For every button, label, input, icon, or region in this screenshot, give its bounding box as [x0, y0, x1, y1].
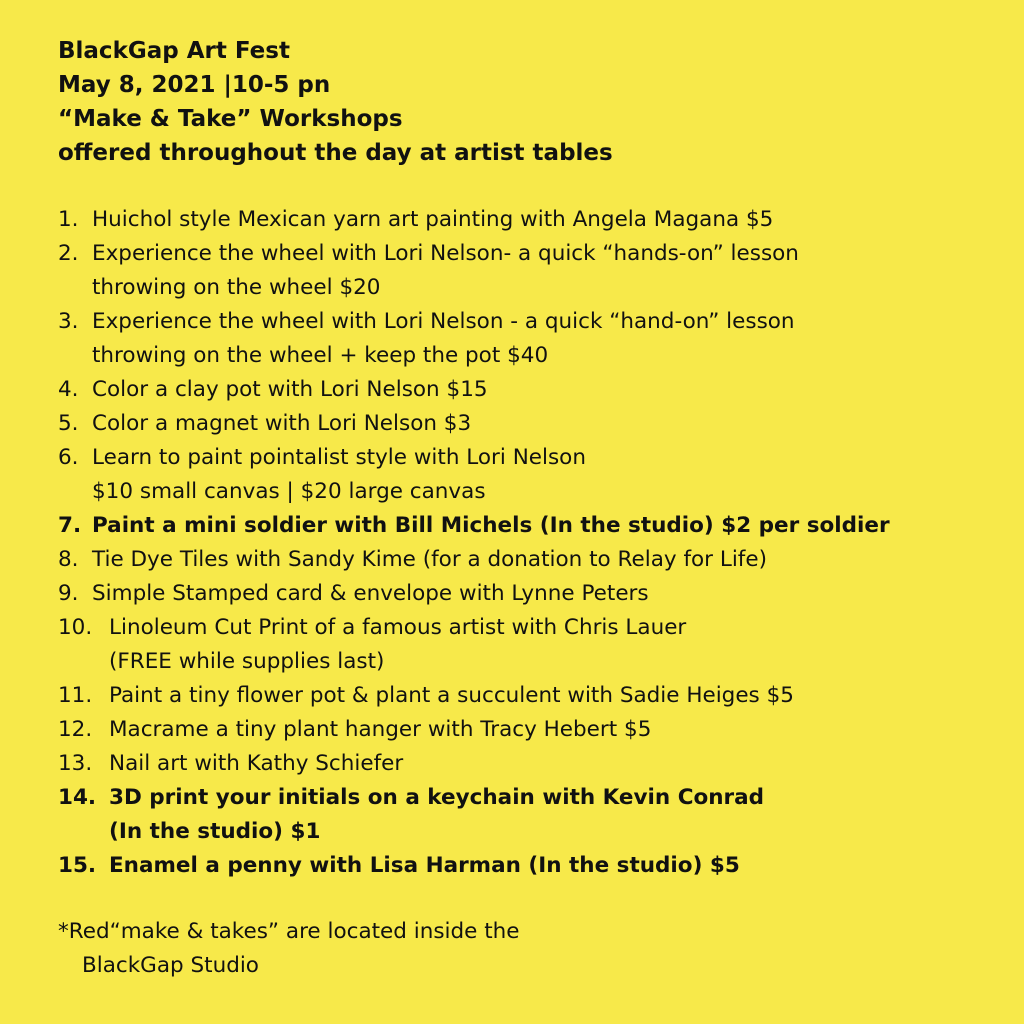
item-number: 9.: [58, 581, 79, 606]
item-text: Macrame a tiny plant hanger with Tracy Hebert $5: [109, 717, 652, 742]
item-text-continued: throwing on the wheel + keep the pot $40: [92, 343, 549, 368]
list-item-studio: [58, 509, 1008, 543]
item-number: 6.: [58, 445, 79, 470]
workshop-list: [58, 203, 1008, 883]
item-text: Color a magnet with Lori Nelson $3: [92, 411, 472, 436]
item-text: Paint a tiny flower pot & plant a succulent with Sadie Heiges $5: [109, 683, 794, 708]
header: [58, 34, 1008, 170]
item-text-continued: (FREE while supplies last): [109, 649, 385, 674]
footnote-line-continued: BlackGap Studio: [82, 953, 259, 978]
list-item: [58, 305, 1008, 373]
event-tagline: offered throughout the day at artist tables: [58, 140, 613, 166]
item-number: 10.: [58, 615, 93, 640]
item-text: Nail art with Kathy Schiefer: [109, 751, 404, 776]
item-number: 14.: [58, 785, 97, 810]
item-text: 3D print your initials on a keychain with Kevin Conrad: [109, 785, 765, 810]
list-item: [58, 713, 1008, 747]
list-item: [58, 577, 1008, 611]
item-number: 12.: [58, 717, 93, 742]
item-number: 13.: [58, 751, 93, 776]
item-text: Color a clay pot with Lori Nelson $15: [92, 377, 488, 402]
item-text: Paint a mini soldier with Bill Michels (In the studio) $2 per soldier: [92, 513, 890, 538]
item-number: 8.: [58, 547, 79, 572]
item-text: Huichol style Mexican yarn art painting with Angela Magana $5: [92, 207, 774, 232]
item-number: 5.: [58, 411, 79, 436]
event-title: BlackGap Art Fest: [58, 38, 290, 64]
item-text: Enamel a penny with Lisa Harman (In the studio) $5: [109, 853, 740, 878]
list-item: [58, 679, 1008, 713]
item-number: 2.: [58, 241, 79, 266]
item-text: Experience the wheel with Lori Nelson- a quick “hands-on” lesson: [92, 241, 799, 266]
list-item: [58, 441, 1008, 509]
item-text: Simple Stamped card & envelope with Lynne Peters: [92, 581, 649, 606]
list-item-studio: [58, 849, 1008, 883]
list-item: [58, 611, 1008, 679]
item-text: Tie Dye Tiles with Sandy Kime (for a donation to Relay for Life): [92, 547, 767, 572]
item-text: Experience the wheel with Lori Nelson - a quick “hand-on” lesson: [92, 309, 795, 334]
item-text: Learn to paint pointalist style with Lori Nelson: [92, 445, 586, 470]
event-date: May 8, 2021 |10-5 pn: [58, 72, 331, 98]
item-number: 11.: [58, 683, 93, 708]
item-text: Linoleum Cut Print of a famous artist with Chris Lauer: [109, 615, 687, 640]
list-item-studio: [58, 781, 1008, 849]
list-item: [58, 407, 1008, 441]
item-number: 4.: [58, 377, 79, 402]
item-number: 3.: [58, 309, 79, 334]
list-item: [58, 747, 1008, 781]
footnote: [58, 915, 1008, 983]
list-item: [58, 373, 1008, 407]
item-number: 1.: [58, 207, 79, 232]
flyer: [58, 34, 1008, 983]
item-text-continued: (In the studio) $1: [109, 819, 321, 844]
item-number: 15.: [58, 853, 97, 878]
footnote-line: *Red“make & takes” are located inside the: [58, 919, 520, 944]
list-item: [58, 543, 1008, 577]
item-number: 7.: [58, 513, 82, 538]
item-text-continued: $10 small canvas | $20 large canvas: [92, 479, 486, 504]
list-item: [58, 203, 1008, 237]
list-item: [58, 237, 1008, 305]
event-subtitle: “Make & Take” Workshops: [58, 106, 403, 132]
item-text-continued: throwing on the wheel $20: [92, 275, 381, 300]
